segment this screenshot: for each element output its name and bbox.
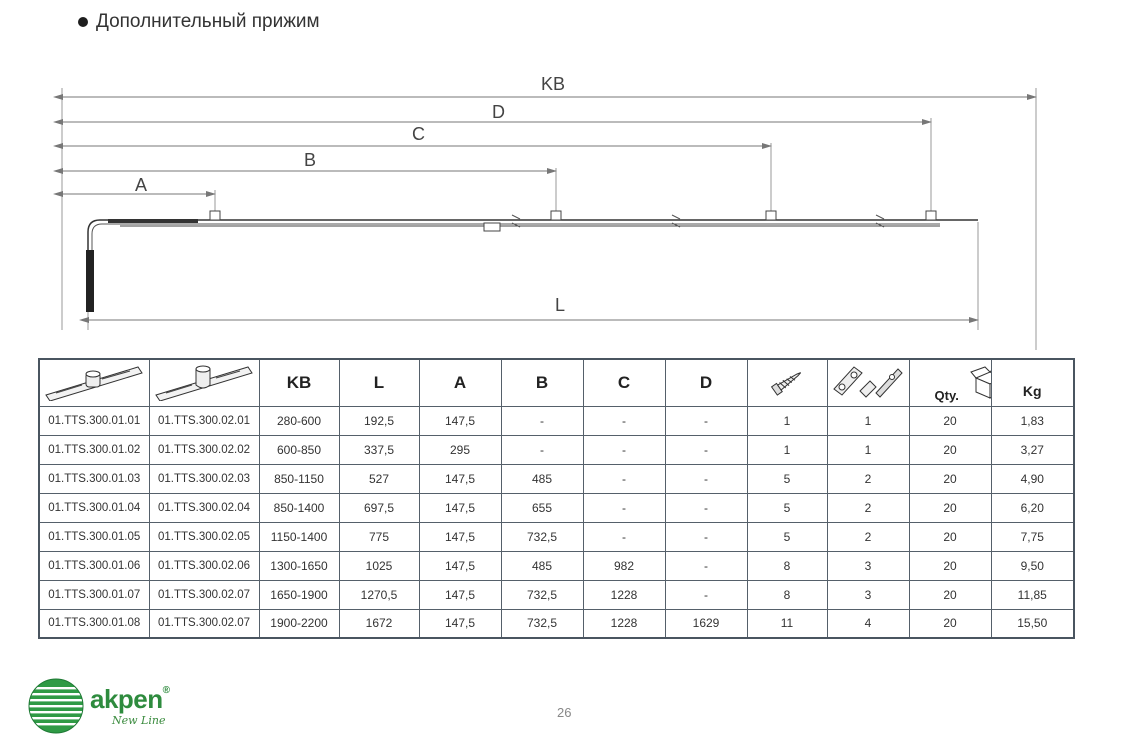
brand-tagline: New Line xyxy=(112,713,166,727)
cell-keepers: 1 xyxy=(827,406,909,435)
cell-keepers: 3 xyxy=(827,551,909,580)
cell-d: - xyxy=(665,493,747,522)
cell-keepers: 2 xyxy=(827,464,909,493)
cell-b: 655 xyxy=(501,493,583,522)
cell-l: 337,5 xyxy=(339,435,419,464)
cell-screws: 8 xyxy=(747,580,827,609)
cell-code-2: 01.TTS.300.02.02 xyxy=(149,435,259,464)
header-keeper-parts xyxy=(827,359,909,406)
dim-label-l: L xyxy=(555,295,566,315)
spec-table xyxy=(38,358,1075,639)
header-keeper-type-2 xyxy=(149,359,259,406)
cell-qty: 20 xyxy=(909,580,991,609)
section-heading xyxy=(78,11,320,33)
cell-c: 1228 xyxy=(583,609,665,638)
cell-c: - xyxy=(583,493,665,522)
cell-kb: 280-600 xyxy=(259,406,339,435)
keeper-parts-icon xyxy=(830,361,906,401)
cell-code-1: 01.TTS.300.01.05 xyxy=(39,522,149,551)
header-l: L xyxy=(339,359,419,406)
cell-d: - xyxy=(665,522,747,551)
cell-screws: 8 xyxy=(747,551,827,580)
header-qty xyxy=(909,359,991,406)
cell-l: 527 xyxy=(339,464,419,493)
cell-keepers: 2 xyxy=(827,493,909,522)
cell-kb: 1650-1900 xyxy=(259,580,339,609)
cell-l: 775 xyxy=(339,522,419,551)
cell-kg: 1,83 xyxy=(991,406,1074,435)
cell-d: - xyxy=(665,580,747,609)
cell-code-2: 01.TTS.300.02.03 xyxy=(149,464,259,493)
cell-screws: 5 xyxy=(747,464,827,493)
cell-kg: 3,27 xyxy=(991,435,1074,464)
cell-kb: 1150-1400 xyxy=(259,522,339,551)
cell-d: 1629 xyxy=(665,609,747,638)
cell-code-2: 01.TTS.300.02.05 xyxy=(149,522,259,551)
cell-code-2: 01.TTS.300.02.06 xyxy=(149,551,259,580)
table-row xyxy=(39,522,1074,551)
page-number: 26 xyxy=(557,705,572,720)
cell-kb: 1300-1650 xyxy=(259,551,339,580)
cell-b: 732,5 xyxy=(501,522,583,551)
screw-icon xyxy=(767,364,807,398)
brand-name: akpen® xyxy=(90,683,170,714)
cell-a: 147,5 xyxy=(419,609,501,638)
cell-l: 1025 xyxy=(339,551,419,580)
header-screws xyxy=(747,359,827,406)
table-header-row xyxy=(39,359,1074,406)
cell-d: - xyxy=(665,406,747,435)
cell-keepers: 4 xyxy=(827,609,909,638)
keeper-type-1-icon xyxy=(42,361,146,401)
cell-code-2: 01.TTS.300.02.01 xyxy=(149,406,259,435)
cell-kb: 850-1400 xyxy=(259,493,339,522)
header-a: A xyxy=(419,359,501,406)
cell-qty: 20 xyxy=(909,493,991,522)
header-keeper-type-1 xyxy=(39,359,149,406)
cell-d: - xyxy=(665,464,747,493)
cell-a: 147,5 xyxy=(419,406,501,435)
cell-a: 147,5 xyxy=(419,522,501,551)
cell-kb: 600-850 xyxy=(259,435,339,464)
header-kg-label: Kg xyxy=(1022,382,1042,399)
dim-label-a: A xyxy=(135,175,148,195)
cell-c: - xyxy=(583,406,665,435)
cell-code-1: 01.TTS.300.01.04 xyxy=(39,493,149,522)
cell-b: 732,5 xyxy=(501,580,583,609)
cell-kb: 1900-2200 xyxy=(259,609,339,638)
table-row xyxy=(39,551,1074,580)
dim-label-kb: KB xyxy=(541,74,566,94)
cell-code-1: 01.TTS.300.01.06 xyxy=(39,551,149,580)
table-row xyxy=(39,406,1074,435)
header-b: B xyxy=(501,359,583,406)
dim-label-c: C xyxy=(412,124,425,144)
cell-c: - xyxy=(583,435,665,464)
locking-bar-profile xyxy=(86,211,978,312)
cell-a: 147,5 xyxy=(419,464,501,493)
header-c: C xyxy=(583,359,665,406)
cell-b: - xyxy=(501,406,583,435)
cell-l: 1270,5 xyxy=(339,580,419,609)
cell-keepers: 1 xyxy=(827,435,909,464)
cell-b: - xyxy=(501,435,583,464)
cell-c: 982 xyxy=(583,551,665,580)
cell-d: - xyxy=(665,435,747,464)
cell-keepers: 3 xyxy=(827,580,909,609)
cell-code-2: 01.TTS.300.02.07 xyxy=(149,580,259,609)
dim-label-d: D xyxy=(492,102,505,122)
globe-logo-icon xyxy=(28,678,84,734)
box-icon xyxy=(970,366,992,400)
cell-c: - xyxy=(583,464,665,493)
cell-a: 147,5 xyxy=(419,551,501,580)
brand-logo xyxy=(28,678,170,734)
cell-qty: 20 xyxy=(909,406,991,435)
header-qty-label: Qty. xyxy=(934,387,959,403)
cell-l: 192,5 xyxy=(339,406,419,435)
section-title: Дополнительный прижим xyxy=(96,11,320,32)
cell-qty: 20 xyxy=(909,609,991,638)
table-row xyxy=(39,435,1074,464)
cell-screws: 5 xyxy=(747,522,827,551)
cell-b: 485 xyxy=(501,464,583,493)
dim-label-b: B xyxy=(304,150,317,170)
table-body xyxy=(39,406,1074,638)
header-kb: KB xyxy=(259,359,339,406)
cell-kg: 7,75 xyxy=(991,522,1074,551)
cell-code-1: 01.TTS.300.01.01 xyxy=(39,406,149,435)
cell-keepers: 2 xyxy=(827,522,909,551)
cell-qty: 20 xyxy=(909,522,991,551)
cell-c: - xyxy=(583,522,665,551)
cell-code-1: 01.TTS.300.01.08 xyxy=(39,609,149,638)
cell-kg: 11,85 xyxy=(991,580,1074,609)
cell-kg: 9,50 xyxy=(991,551,1074,580)
cell-b: 732,5 xyxy=(501,609,583,638)
cell-screws: 1 xyxy=(747,435,827,464)
cell-l: 697,5 xyxy=(339,493,419,522)
cell-kb: 850-1150 xyxy=(259,464,339,493)
cell-c: 1228 xyxy=(583,580,665,609)
cell-screws: 5 xyxy=(747,493,827,522)
table-row xyxy=(39,609,1074,638)
keeper-type-2-icon xyxy=(152,361,256,401)
cell-qty: 20 xyxy=(909,551,991,580)
cell-code-2: 01.TTS.300.02.04 xyxy=(149,493,259,522)
cell-qty: 20 xyxy=(909,435,991,464)
table-row xyxy=(39,464,1074,493)
cell-a: 147,5 xyxy=(419,580,501,609)
bullet-icon xyxy=(78,17,88,27)
cell-qty: 20 xyxy=(909,464,991,493)
cell-screws: 11 xyxy=(747,609,827,638)
table-row xyxy=(39,580,1074,609)
cell-a: 147,5 xyxy=(419,493,501,522)
cell-b: 485 xyxy=(501,551,583,580)
cell-code-1: 01.TTS.300.01.07 xyxy=(39,580,149,609)
cell-code-1: 01.TTS.300.01.03 xyxy=(39,464,149,493)
technical-drawing xyxy=(0,60,1147,350)
header-kg xyxy=(991,359,1074,406)
cell-kg: 15,50 xyxy=(991,609,1074,638)
header-d: D xyxy=(665,359,747,406)
cell-screws: 1 xyxy=(747,406,827,435)
cell-kg: 6,20 xyxy=(991,493,1074,522)
cell-a: 295 xyxy=(419,435,501,464)
cell-d: - xyxy=(665,551,747,580)
cell-kg: 4,90 xyxy=(991,464,1074,493)
cell-code-1: 01.TTS.300.01.02 xyxy=(39,435,149,464)
table-row xyxy=(39,493,1074,522)
cell-code-2: 01.TTS.300.02.07 xyxy=(149,609,259,638)
cell-l: 1672 xyxy=(339,609,419,638)
